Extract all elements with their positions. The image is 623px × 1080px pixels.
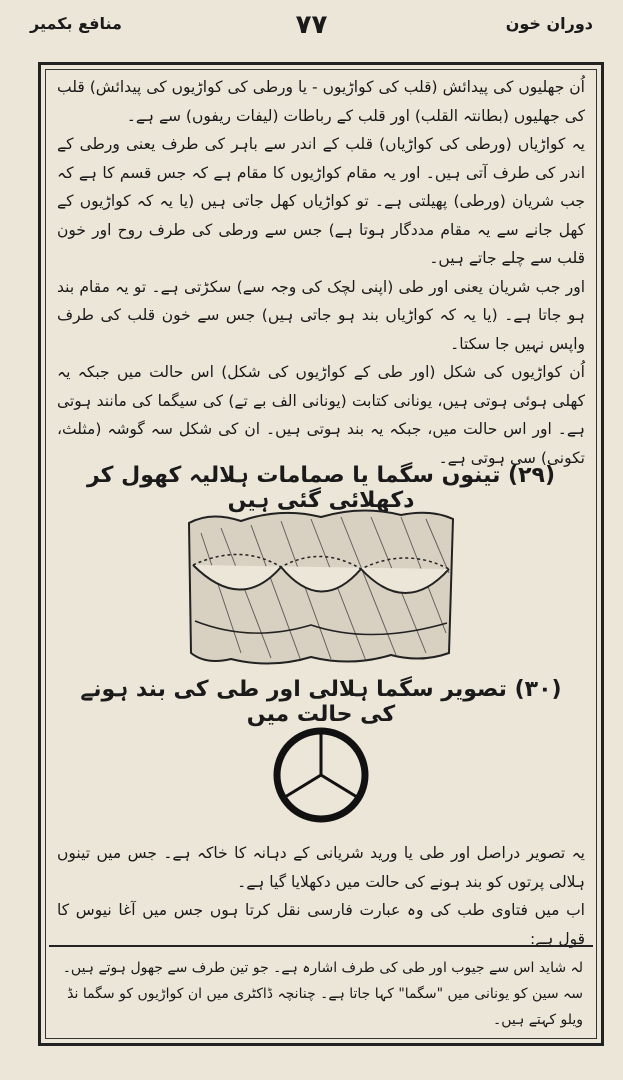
paragraph-1: اُن جھلیوں کی پیدائش (قلب کی کواڑیوں - یا ورطی کی کواڑیوں کی پیدائش) قلب کی جھلیوں (بطانتہ القلب) اور قلب کے رباطات (لیفات ریفوں) سے ہے۔ [57, 78, 585, 125]
header-title: دوران خون [505, 14, 593, 33]
figure-30-caption: (۳۰) تصویر سگما ہلالی اور طی کی بند ہونے کی حالت میں [80, 677, 562, 727]
figure-30-closed-valve-diagram [271, 725, 371, 825]
paragraph-2: یہ کواڑیاں (ورطی کی کواڑیاں) قلب کے اندر سے باہر کی طرف یعنی ورطی کے اندر کی طرف آتی ہیں۔ اور یہ مقام کواڑیوں کا مقام ہے کہ جس قسم کا ہے کہ جب شریان (ورطی) پھیلتی ہے۔ تو کواڑیاں کھل جاتی ہیں (یا یہ کہ کواڑیوں کے کھل جانے سے یہ مقام مددگار ہوتا ہے) جس سے ورطی کی طرف روح اور خون قلب سے چلے جاتے ہیں۔ [57, 135, 585, 267]
page-frame [38, 62, 604, 1046]
footnote-1: لہ شاید اس سے جیوب اور طی کی طرف اشارہ ہے۔ جو تین طرف سے جھول ہوتے ہیں۔ [62, 960, 583, 976]
paragraph-3: اور جب شریان یعنی اور طی (اپنی لچک کی وجہ سے) سکڑتی ہے۔ تو یہ مقام بند ہو جاتا ہے۔ (یا یہ کہ کواڑیاں بند ہو جاتی ہیں) جس سے خون قلب کی طرف واپس نہیں جا سکتا۔ [57, 277, 585, 353]
paragraph-6: اب میں فتاوی طب کی وہ عبارت فارسی نقل کرتا ہوں جس میں آغا نیوس کا قول ہے: [57, 901, 585, 948]
figure-29-valve-drawing [181, 503, 461, 673]
footnotes [49, 945, 593, 1037]
body-text-bottom [57, 839, 585, 953]
figure-29-caption: (۲۹) تینوں سگما یا صمامات ہلالیہ کھول کر دکھلائی گئی ہیں [86, 463, 555, 513]
page-number: ٧٧ [295, 10, 328, 40]
footnote-2: سہ سین کو یونانی میں "سگما" کہا جاتا ہے۔ چنانچہ ڈاکٹری میں ان کواڑیوں کو سگما نڈ ویلو کہتے ہیں۔ [67, 986, 583, 1028]
page-header [30, 10, 593, 54]
paragraph-5: یہ تصویر دراصل اور طی یا ورید شریانی کے دہانہ کا خاکہ ہے۔ جس میں تینوں ہلالی پرتوں کو بند ہونے کی حالت میں دکھلایا گیا ہے۔ [57, 844, 585, 891]
header-book-title: منافع بکمیر [30, 14, 122, 33]
paragraph-4: اُن کواڑیوں کی شکل (اور طی کے کواڑیوں کی شکل) اس حالت میں جبکہ یہ کھلی ہوئی ہوتی ہیں، یونانی کتابت (یونانی الف بے تے) کی سیگما کی مانند ہوتی ہے۔ اور اس حالت میں، جبکہ یہ بند ہوتی ہیں۔ ان کی شکل سہ گوشہ (مثلث، تکونی) سی ہوتی ہے۔ [57, 363, 585, 467]
body-text-top [57, 73, 585, 472]
